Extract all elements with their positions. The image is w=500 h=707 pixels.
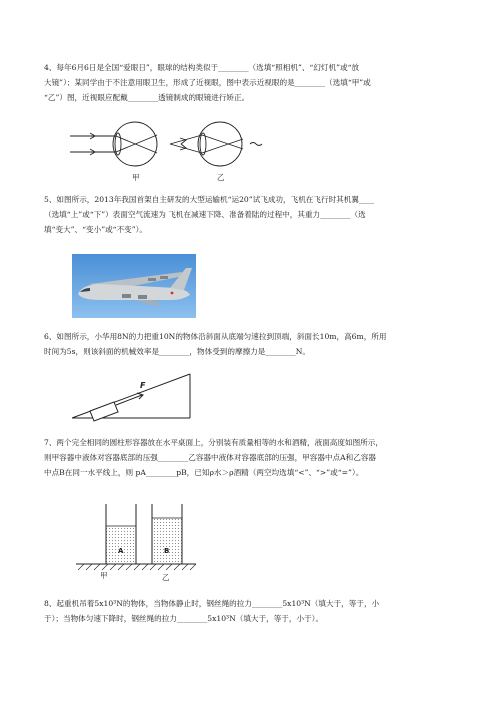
container-label-left: 甲 [100,571,108,580]
question-8 [44,596,474,626]
q8-line-1: 8、起重机吊着5x10³N的物体，当物体静止时，钢丝绳的拉力________5x10³N（填大于，等于，小 [44,599,380,608]
q4-line-1: 4、每年6月6日是全国“爱眼日”，眼球的结构类似于________（选填“照相机”、“幻灯机”或“放 [44,63,360,72]
question-6 [44,329,474,359]
containers-diagram [72,500,202,584]
point-a-label: A [118,547,124,555]
point-b-label: B [164,547,170,555]
q5-line-1: 5、如图所示，2013年我国首架自主研发的大型运输机“运20”试飞成功，飞机在飞行时其机翼____ [44,195,375,204]
q7-line-2: 则甲容器中液体对容器底部的压强________乙容器中液体对容器底部的压强，甲容器中点A和乙容器 [44,453,377,462]
container-label-right: 乙 [162,573,170,582]
q7-line-1: 7、两个完全相同的圆柱形容器放在水平桌面上，分别装有质量相等的水和酒精，液面高度如图所示， [44,438,383,447]
question-7 [44,435,474,480]
eye-label-right: 乙 [217,173,225,182]
q8-line-2: 于）；当物体匀速下降时，钢丝绳的拉力________5x10³N（填大于，等于，小于）。 [44,614,324,623]
question-5 [44,192,474,237]
eye-diagram-right [170,122,262,166]
q6-line-2: 时间为5s，则该斜面的机械效率是________，物体受到的摩擦力是________N。 [44,347,310,356]
incline-diagram [68,368,198,426]
eye-label-left: 甲 [132,173,140,182]
q4-line-2: 大镜”）；某同学由于不注意用眼卫生，形成了近视眼，图中表示近视眼的是________（选填“甲”或 [44,78,371,87]
q5-line-3: 填“变大”、“变小”或“不变”）。 [44,225,148,234]
eye-diagrams [60,118,280,186]
q4-line-3: “乙”）图，近视眼应配戴________透镜制成的眼镜进行矫正。 [44,93,250,102]
force-label: F [140,381,146,390]
airplane-photo [72,254,196,318]
eye-diagram-left [70,122,157,166]
question-4 [44,60,474,105]
q5-line-2: （选填“上”或“下”）表面空气流速为 飞机在减速下降、准备着陆的过程中，其重力________（选 [44,210,366,219]
q7-line-3: 中点B在同一水平线上，则 pA________pB，已知ρ水＞ρ酒精（两空均选填“<”、“>”或“=”）。 [44,468,364,477]
q6-line-1: 6、如图所示，小华用8N的力把重10N的物体沿斜面从底端匀速拉到顶端，斜面长10m，高6m，所用 [44,332,387,341]
